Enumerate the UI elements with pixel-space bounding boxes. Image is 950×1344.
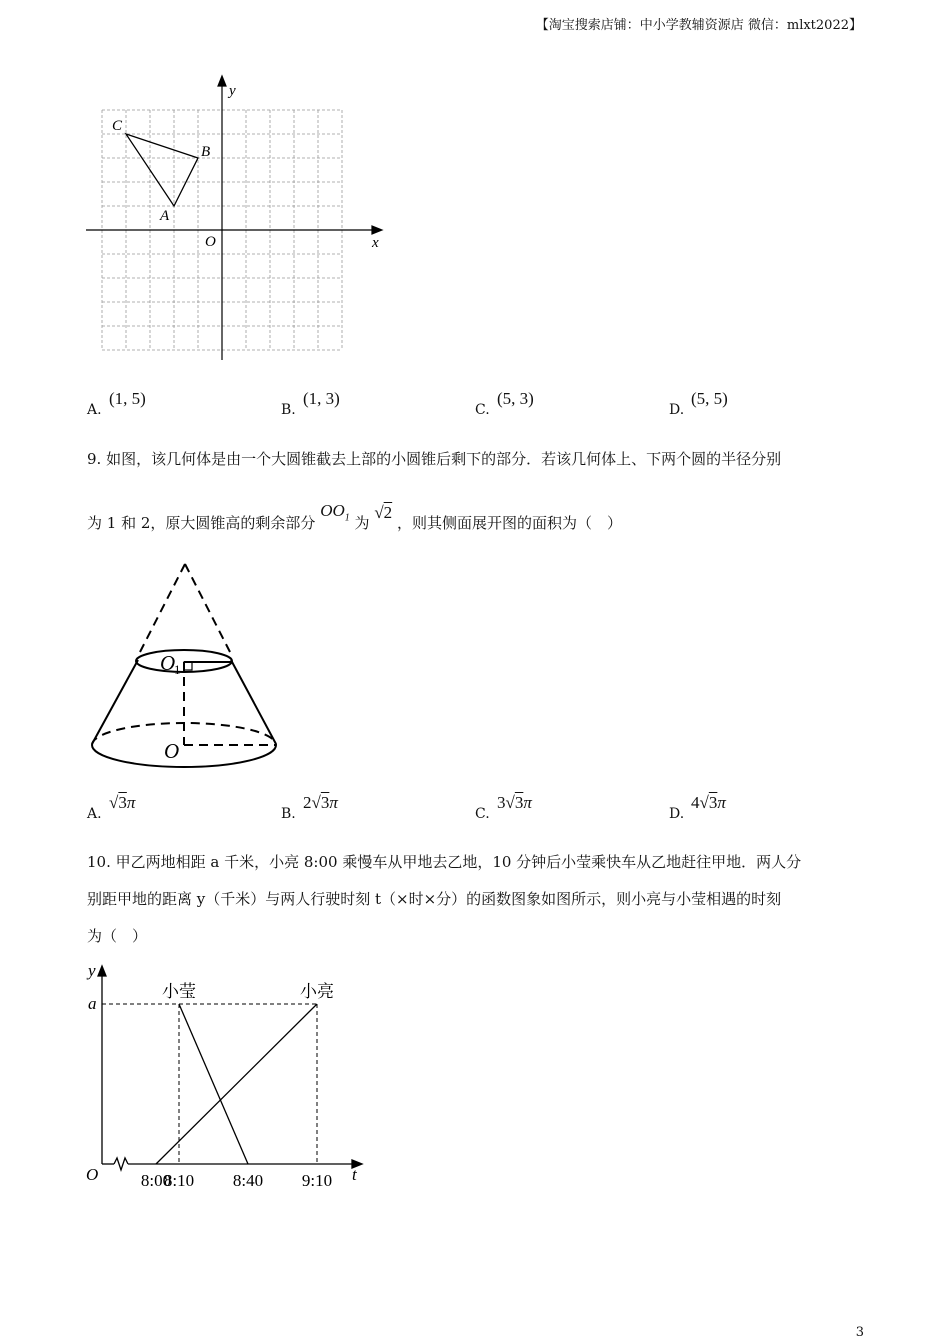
label-o1-sub: 1 (174, 662, 181, 677)
triangle-abc (126, 134, 198, 206)
page-header: 【淘宝搜索店铺：中小学教辅资源店 微信：mlxt2022】 (535, 18, 862, 33)
side-left (92, 660, 138, 744)
x-axis-label: x (372, 235, 379, 251)
y-axis-label: y (88, 961, 96, 980)
x-axis-arrow (372, 226, 382, 234)
q8-option-c-value: (5, 3) (497, 389, 534, 408)
q8-option-d-label: D. (669, 402, 685, 418)
y-tick-a: a (88, 994, 97, 1013)
origin-label: O (205, 234, 216, 250)
series-line-0 (156, 1004, 317, 1164)
y-axis-arrow (98, 966, 106, 976)
q9-sqrt2: √2 (374, 503, 393, 522)
page-number: 3 (855, 1325, 864, 1340)
origin-label: O (86, 1165, 99, 1184)
distance-time-chart (80, 956, 380, 1192)
cone-apex-dashed-left (140, 564, 185, 652)
label-o1: O (160, 651, 176, 675)
q9-option-d-label: D. (669, 806, 685, 822)
frustum-figure (82, 556, 292, 774)
series-label-0: 小亮 (300, 982, 334, 1001)
q9-wei: 为 (354, 514, 370, 532)
x-tick-label-1: 8:10 (163, 1171, 195, 1190)
x-tick-label-0: 8:00 (140, 1171, 172, 1190)
series-label-1: 小莹 (162, 982, 196, 1001)
chart-marks (102, 982, 334, 1190)
point-a-label: A (160, 208, 170, 224)
q10-line-2: 别距甲地的距离 y（千米）与两人行驶时刻 t（×时×分）的函数图象如图所示，则小亮与小莹相遇的时刻 (87, 890, 782, 908)
point-c-label: C (112, 118, 123, 134)
q8-option-c-label: C. (475, 402, 490, 418)
q9-option-c-value: 3√3π (497, 793, 532, 812)
label-o: O (164, 739, 180, 763)
bottom-circle-front (92, 745, 276, 767)
y-axis-arrow (218, 76, 226, 86)
x-tick-label-2: 8:40 (232, 1171, 264, 1190)
x-axis-label: t (352, 1165, 357, 1184)
x-tick-label-3: 9:10 (301, 1171, 333, 1190)
q9-oo-symbol: $OO_1$ (320, 501, 350, 524)
coordinate-figure (80, 72, 390, 372)
q9-option-c-label: C. (475, 806, 490, 822)
q9-option-d-value: 4√3π (691, 793, 726, 812)
cone-apex-dashed-right (185, 564, 230, 652)
q9-line-2 (87, 501, 622, 535)
q8-option-a-label: A. (87, 402, 102, 418)
q8-option-b-label: B. (281, 402, 296, 418)
right-angle-mark (184, 662, 192, 670)
q9-line-2-start: 为 1 和 2，原大圆锥高的剩余部分 (87, 514, 316, 532)
q9-option-a-value: √3π (109, 793, 136, 812)
q9-option-b-label: B. (281, 806, 296, 822)
q9-line-2-end: ，则其侧面展开图的面积为（ ） (396, 514, 622, 532)
point-b-label: B (201, 144, 211, 160)
q8-option-d-value: (5, 5) (691, 389, 728, 408)
q8-option-b-value: (1, 3) (303, 389, 340, 408)
q10-line-1: 10. 甲乙两地相距 a 千米，小亮 8:00 乘慢车从甲地去乙地，10 分钟后小莹乘快车从乙地赶往甲地．两人分 (87, 853, 802, 871)
q9-option-a-label: A. (87, 806, 102, 822)
axes (86, 76, 382, 360)
q8-option-a-value: (1, 5) (109, 389, 146, 408)
y-axis-label: y (229, 83, 236, 99)
axis-break (114, 1158, 128, 1170)
q10-line-3: 为（ ） (87, 927, 148, 945)
series-line-1 (179, 1004, 248, 1164)
q9-option-b-value: 2√3π (303, 793, 338, 812)
q9-line-1: 9. 如图，该几何体是由一个大圆锥截去上部的小圆锥后剩下的部分．若该几何体上、下两个圆的半径分别 (87, 450, 782, 468)
